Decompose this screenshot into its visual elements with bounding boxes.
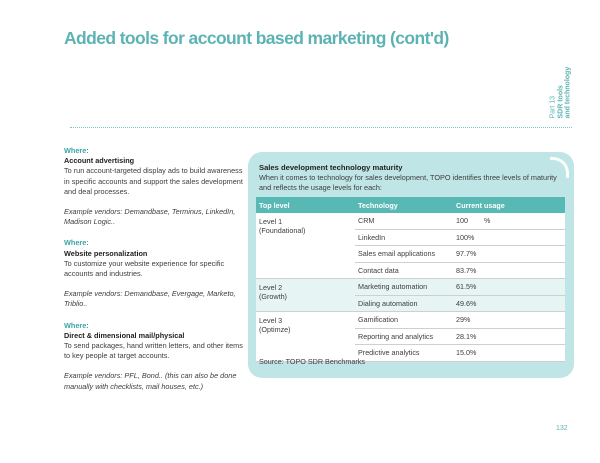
usage-cell: 97.7%	[453, 246, 565, 263]
source-note: Source: TOPO SDR Benchmarks	[259, 357, 365, 366]
dotted-divider	[70, 127, 572, 128]
tool-description: To send packages, hand written letters, and other items to key people at target accounts.	[64, 341, 243, 361]
level-name: Level 1	[259, 217, 283, 226]
level-sub: (Growth)	[259, 292, 287, 301]
tool-block-website-personalization	[64, 238, 244, 309]
technology-cell: Dialing automation	[355, 295, 453, 312]
table-row	[256, 312, 565, 329]
tool-block-direct-mail	[64, 321, 244, 392]
tool-heading: Website personalization	[64, 248, 148, 258]
tool-description: To customize your website experience for specific accounts and industries.	[64, 258, 225, 279]
level-cell	[256, 279, 355, 312]
usage-cell: 61.5%	[453, 279, 565, 296]
technology-cell: Reporting and analytics	[355, 328, 453, 345]
usage-cell: 15.0%	[453, 345, 565, 362]
column-header: Top level	[256, 197, 355, 213]
where-label: Where:	[64, 238, 89, 248]
level-cell	[256, 312, 355, 362]
panel-title: Sales development technology maturity	[259, 163, 403, 172]
table-header-row	[256, 197, 565, 213]
maturity-table	[256, 197, 565, 362]
usage-cell: 100 %	[453, 213, 565, 229]
level-name: Level 3	[259, 316, 283, 325]
column-header: Current usage	[453, 197, 565, 213]
usage-cell: 29%	[453, 312, 565, 329]
level-cell	[256, 213, 355, 279]
column-header: Technology	[355, 197, 453, 213]
technology-cell: LinkedIn	[355, 229, 453, 246]
usage-cell: 28.1%	[453, 328, 565, 345]
usage-cell: 49.6%	[453, 295, 565, 312]
tool-heading: Direct & dimensional mail/physical	[64, 330, 185, 340]
usage-cell: 83.7%	[453, 262, 565, 279]
where-label: Where:	[64, 146, 89, 155]
example-vendors: Example vendors: Demandbase, Evergage, Marketo, Triblio..	[64, 289, 236, 309]
technology-cell: Sales email applications	[355, 246, 453, 263]
tool-heading: Account advertising	[64, 156, 135, 166]
page-number: 132	[556, 425, 568, 432]
panel-description: When it comes to technology for sales development, TOPO identifies three levels of maturity and reflects the usage levels for each:	[259, 173, 557, 193]
tool-block-account-advertising	[64, 146, 244, 227]
table-row	[256, 213, 565, 229]
section-label-1: SDR tools	[557, 84, 564, 118]
technology-cell: Marketing automation	[355, 279, 453, 296]
table-row	[256, 279, 565, 296]
example-vendors: Example vendors: Demandbase, Terminus, LinkedIn, Madison Logic..	[64, 207, 236, 227]
tool-description: To run account-targeted display ads to build awareness in specific accounts and support the sales development and deal processes.	[64, 166, 243, 196]
technology-cell: Predictive analytics	[355, 345, 453, 362]
level-sub: (Foundational)	[259, 226, 306, 235]
technology-cell: Gamification	[355, 312, 453, 329]
technology-cell: Contact data	[355, 262, 453, 279]
usage-cell: 100%	[453, 229, 565, 246]
technology-cell: CRM	[355, 213, 453, 229]
level-sub: (Optimze)	[259, 325, 291, 334]
level-name: Level 2	[259, 283, 283, 292]
section-label-2: and technology	[564, 66, 572, 118]
part-label: Part 13	[549, 95, 557, 118]
page-title: Added tools for account based marketing (cont'd)	[64, 28, 449, 48]
maturity-panel	[248, 152, 574, 378]
where-label: Where:	[64, 320, 89, 330]
example-vendors: Example vendors: PFL, Bond.. (this can also be done manually with checklists, mail houses, etc.)	[64, 371, 237, 391]
left-column	[64, 146, 244, 403]
section-side-tab	[549, 38, 572, 118]
